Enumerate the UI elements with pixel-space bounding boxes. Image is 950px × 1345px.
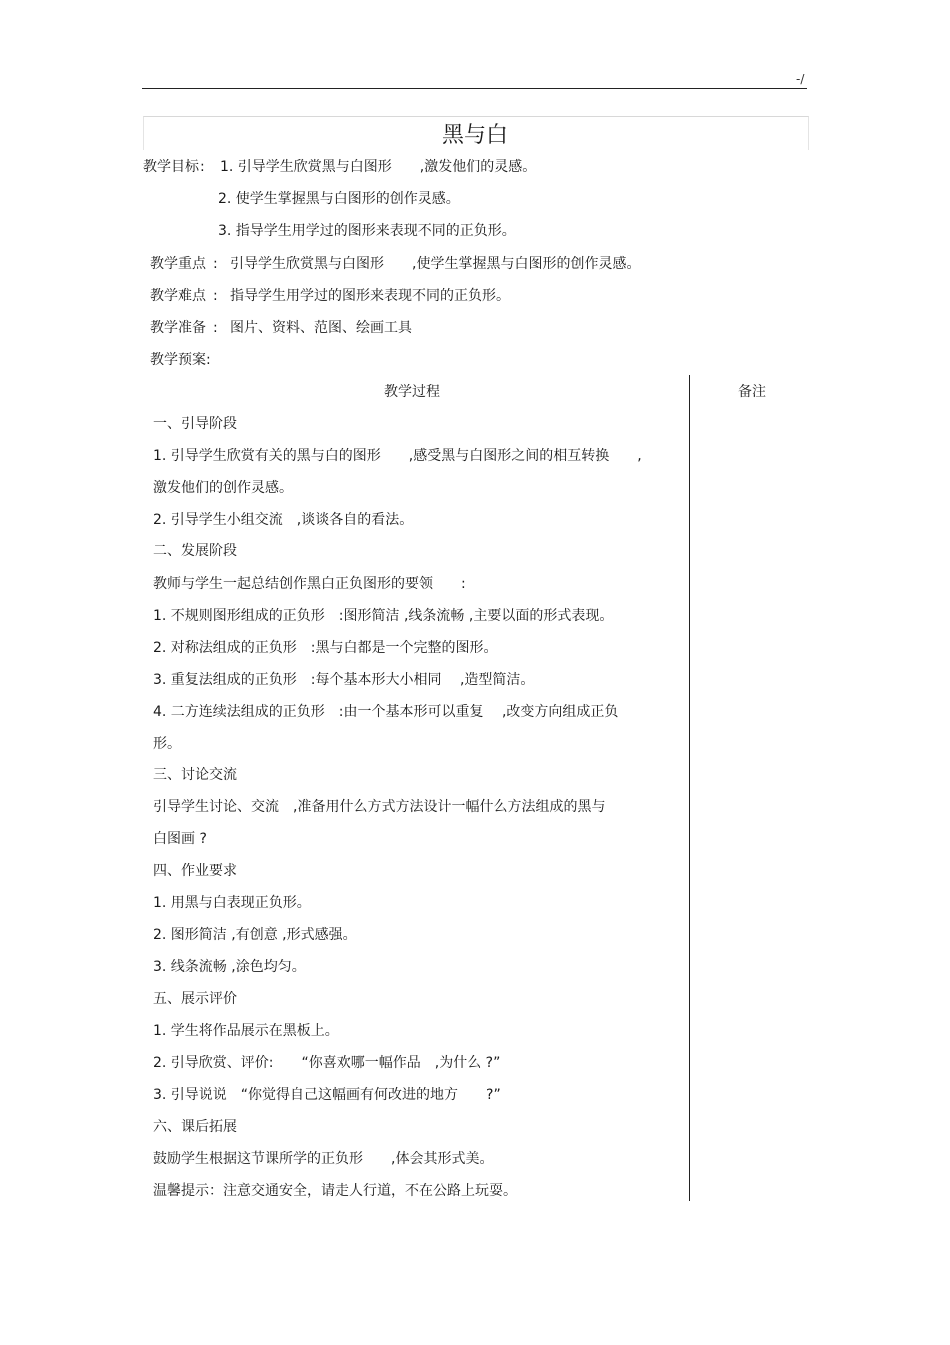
- process-line: 1. 不规则图形组成的正负形 :图形简洁 ,线条流畅 ,主要以面的形式表现。: [153, 608, 614, 624]
- section-heading-1: 一、引导阶段: [153, 416, 237, 432]
- process-line: 1. 引导学生欣赏有关的黑与白的图形 ,感受黑与白图形之间的相互转换 ,: [153, 448, 642, 464]
- process-line: 1. 用黑与白表现正负形。: [153, 895, 311, 911]
- goals-label: 教学目标: [143, 159, 199, 175]
- process-line: 鼓励学生根据这节课所学的正负形 ,体会其形式美。: [153, 1151, 494, 1167]
- difficulty-label: 教学难点: [150, 288, 206, 304]
- page-header-mark: -/: [796, 72, 805, 86]
- process-line: 4. 二方连续法组成的正负形 :由一个基本形可以重复 ,改变方向组成正负: [153, 704, 619, 720]
- column-header-notes: 备注: [738, 384, 766, 400]
- process-line: 3. 重复法组成的正负形 :每个基本形大小相同 ,造型简洁。: [153, 672, 535, 688]
- preparation-label: 教学准备: [150, 320, 206, 336]
- section-heading-3: 三、讨论交流: [153, 767, 237, 783]
- goal-item-2: 2. 使学生掌握黑与白图形的创作灵感。: [218, 191, 460, 207]
- table-column-divider: [689, 375, 690, 1201]
- section-heading-4: 四、作业要求: [153, 863, 237, 879]
- section-heading-5: 五、展示评价: [153, 991, 237, 1007]
- process-line: 教师与学生一起总结创作黑白正负图形的要领 :: [153, 576, 466, 592]
- section-heading-2: 二、发展阶段: [153, 543, 237, 559]
- safety-tip: 温馨提示：注意交通安全，请走人行道，不在公路上玩耍。: [153, 1183, 517, 1199]
- page-title: 黑与白: [441, 123, 508, 148]
- goal-item-3: 3. 指导学生用学过的图形来表现不同的正负形。: [218, 223, 516, 239]
- process-line: 3. 引导说说 “你觉得自己这幅画有何改进的地方 ?”: [153, 1087, 501, 1103]
- preparation-text: 图片、资料、范图、绘画工具: [230, 320, 412, 336]
- column-header-process: 教学过程: [384, 384, 440, 400]
- goal-item-1: 1. 引导学生欣赏黑与白图形 ,激发他们的灵感。: [220, 159, 537, 175]
- process-line: 形。: [153, 736, 181, 752]
- plan-label: 教学预案:: [150, 352, 211, 368]
- section-heading-6: 六、课后拓展: [153, 1119, 237, 1135]
- process-line: 引导学生讨论、交流 ,准备用什么方式方法设计一幅什么方法组成的黑与: [153, 799, 606, 815]
- process-line: 1. 学生将作品展示在黑板上。: [153, 1023, 339, 1039]
- process-line: 2. 图形简洁 ,有创意 ,形式感强。: [153, 927, 357, 943]
- header-rule: [142, 88, 807, 89]
- key-point-label: 教学重点: [150, 256, 206, 272]
- process-line: 2. 引导欣赏、评价: “你喜欢哪一幅作品 ,为什么 ?”: [153, 1055, 501, 1071]
- process-line: 2. 对称法组成的正负形 :黑与白都是一个完整的图形。: [153, 640, 498, 656]
- process-line: 激发他们的创作灵感。: [153, 480, 293, 496]
- difficulty-text: 指导学生用学过的图形来表现不同的正负形。: [230, 288, 510, 304]
- difficulty-colon: :: [213, 288, 218, 304]
- key-point-colon: :: [213, 256, 218, 272]
- process-line: 3. 线条流畅 ,涂色均匀。: [153, 959, 306, 975]
- key-point-text: 引导学生欣赏黑与白图形 ,使学生掌握黑与白图形的创作灵感。: [230, 256, 641, 272]
- process-line: 白图画 ?: [153, 831, 207, 847]
- preparation-colon: :: [213, 320, 218, 336]
- goals-colon: :: [200, 159, 205, 175]
- process-line: 2. 引导学生小组交流 ,谈谈各自的看法。: [153, 512, 414, 528]
